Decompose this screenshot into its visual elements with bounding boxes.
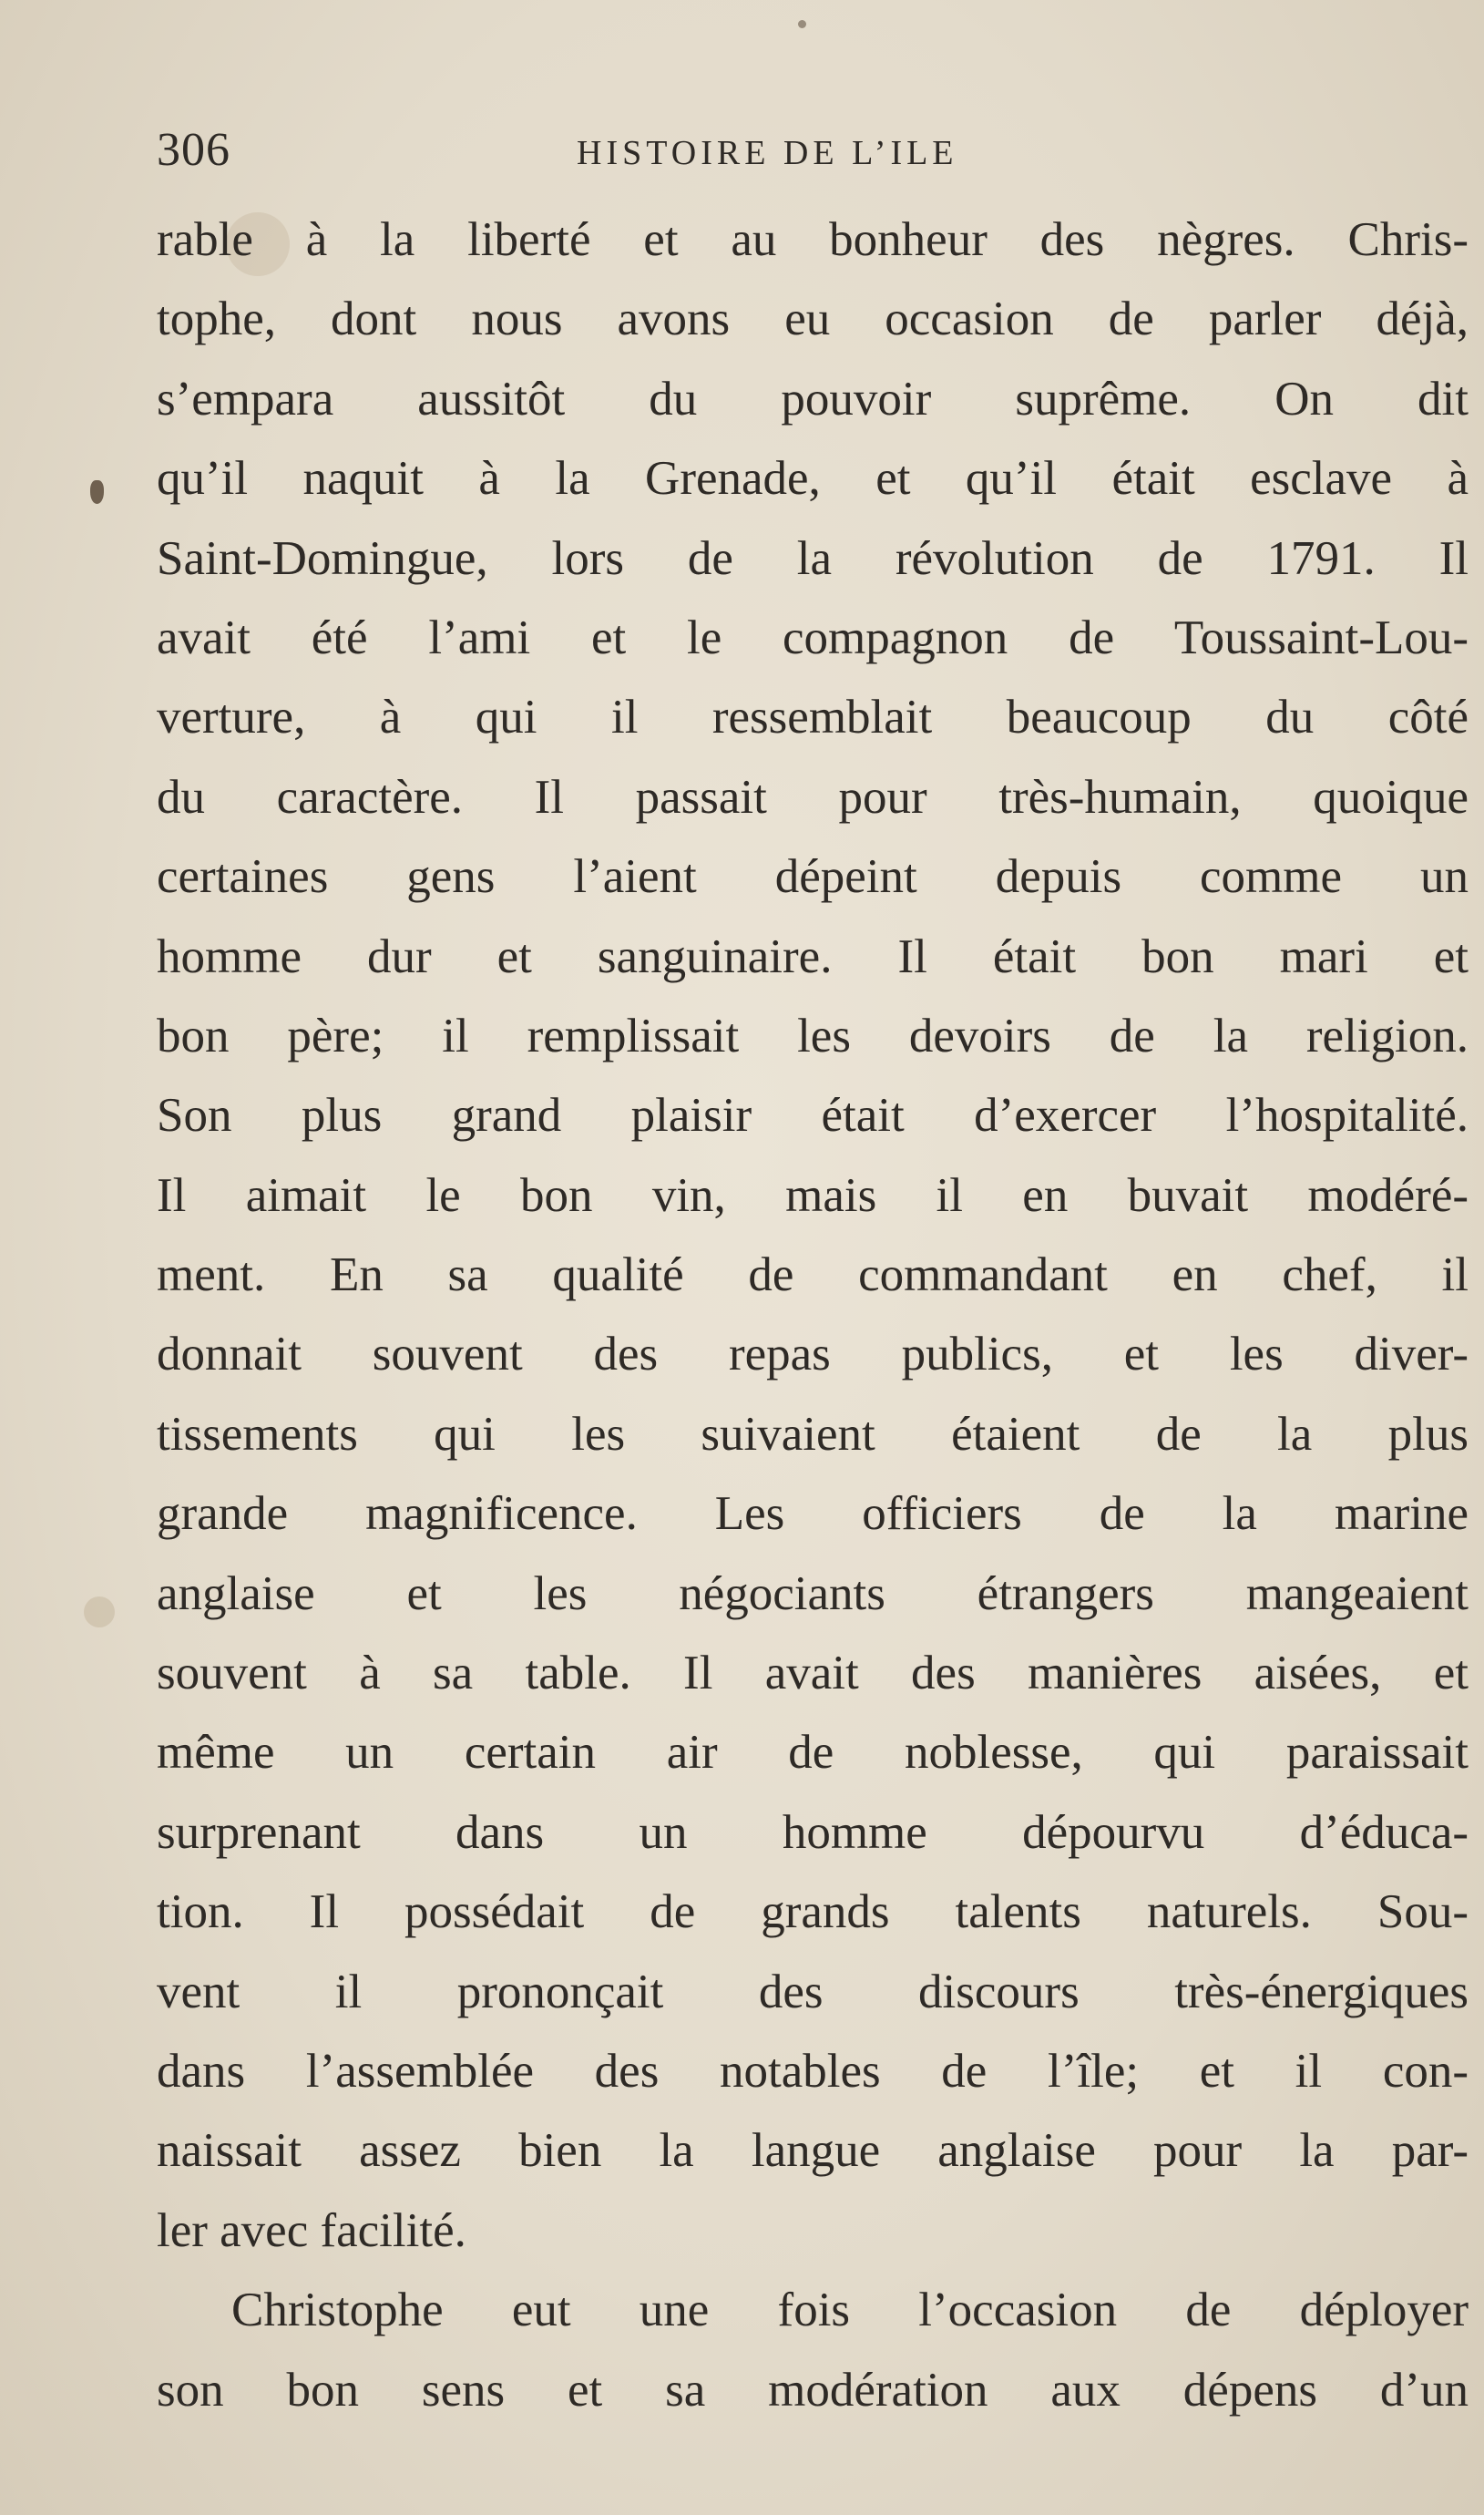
body-text — [157, 200, 1469, 2430]
text-line: bon père; il remplissait les devoirs de la religion. — [157, 1009, 1469, 1062]
text-line: certaines gens l’aient dépeint depuis comme un — [157, 850, 1469, 904]
text-line: surprenant dans un homme dépourvu d’éduca- — [157, 1805, 1469, 1859]
text-line: s’empara aussitôt du pouvoir suprême. On dit — [157, 372, 1469, 426]
text-line: souvent à sa table. Il avait des manières aisées, et — [157, 1647, 1469, 1700]
text-line: Son plus grand plaisir était d’exercer l’hospitalité. — [157, 1089, 1469, 1143]
text-line: rable à la liberté et au bonheur des nègres. Chris- — [157, 213, 1469, 266]
text-line: même un certain air de noblesse, qui paraissait — [157, 1726, 1469, 1780]
text-line: anglaise et les négociants étrangers mangeaient — [157, 1566, 1469, 1620]
text-line: dans l’assemblée des notables de l’île; et il con- — [157, 2044, 1469, 2098]
text-line: tion. Il possédait de grands talents naturels. Sou- — [157, 1885, 1469, 1939]
text-line: grande magnificence. Les officiers de la marine — [157, 1487, 1469, 1541]
text-line: Saint-Domingue, lors de la révolution de 1791. Il — [157, 531, 1469, 585]
text-line: Il aimait le bon vin, mais il en buvait modéré- — [157, 1168, 1469, 1222]
text-line: du caractère. Il passait pour très-humain, quoique — [157, 770, 1469, 824]
page-number: 306 — [157, 124, 230, 176]
text-line: ler avec facilité. — [157, 2203, 466, 2257]
text-line: tissements qui les suivaient étaient de la plus — [157, 1407, 1469, 1461]
text-line: naissait assez bien la langue anglaise pour la par- — [157, 2124, 1469, 2178]
text-line: vent il prononçait des discours très-énergiques — [157, 1965, 1469, 2018]
text-line: donnait souvent des repas publics, et les diver- — [157, 1328, 1469, 1381]
text-line: son bon sens et sa modération aux dépens d’un — [157, 2363, 1469, 2417]
text-line: qu’il naquit à la Grenade, et qu’il était esclave à — [157, 452, 1469, 506]
running-head: HISTOIRE DE L’ILE — [577, 134, 958, 172]
ink-blot — [90, 480, 104, 504]
text-line: tophe, dont nous avons eu occasion de parler déjà, — [157, 293, 1469, 346]
foxing-stain — [84, 1596, 115, 1627]
text-line: avait été l’ami et le compagnon de Toussaint-Lou- — [157, 611, 1469, 664]
text-line: ment. En sa qualité de commandant en chef, il — [157, 1248, 1469, 1302]
text-line: homme dur et sanguinaire. Il était bon mari et — [157, 929, 1469, 983]
ink-speck — [798, 20, 806, 28]
text-line: Christophe eut une fois l’occasion de déployer — [231, 2284, 1469, 2337]
text-line: verture, à qui il ressemblait beaucoup du côté — [157, 691, 1469, 744]
page-header — [157, 118, 1469, 182]
